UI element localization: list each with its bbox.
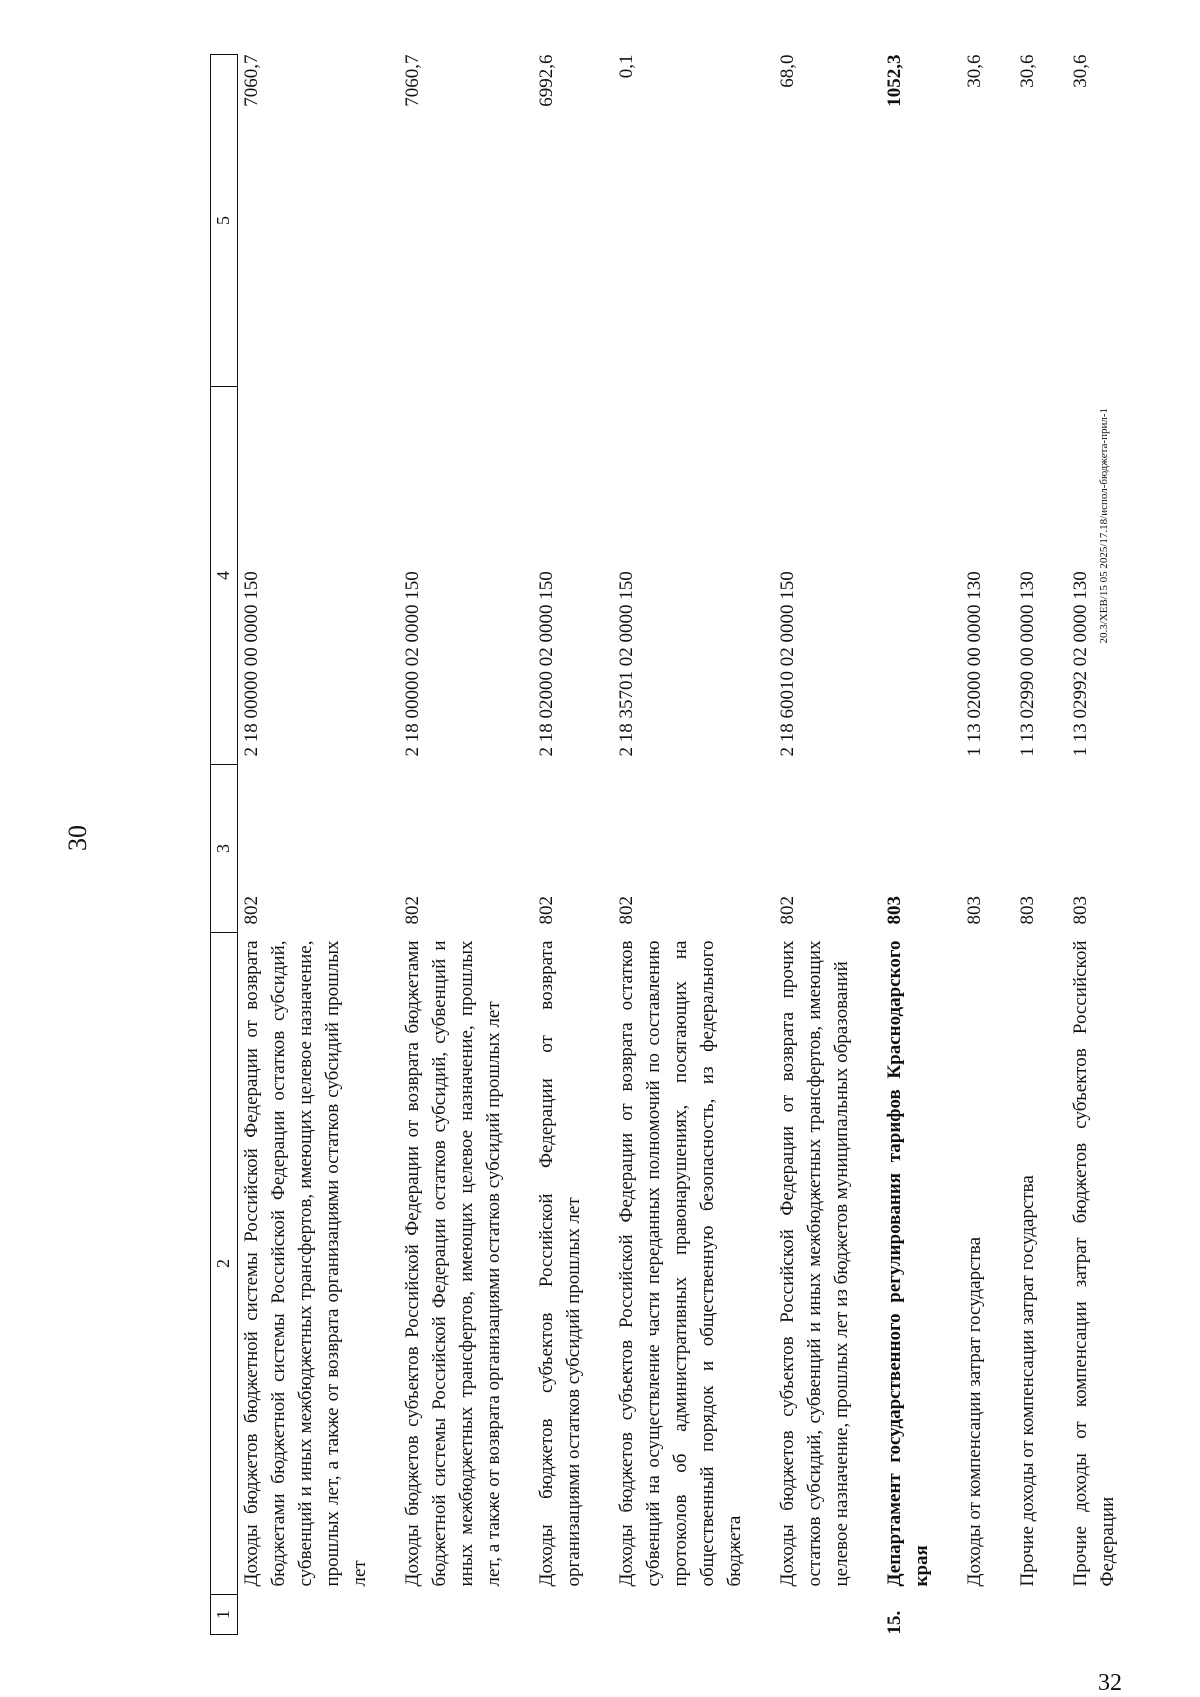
header-col-5: 5 xyxy=(211,55,238,387)
row-income-code: 2 18 02000 02 0000 150 xyxy=(536,571,557,757)
header-col-3: 3 xyxy=(211,765,238,933)
row-income-code: 1 13 02990 00 0000 130 xyxy=(1017,571,1038,757)
header-col-4: 4 xyxy=(211,387,238,765)
table-row-section xyxy=(881,55,961,1635)
row-income-code: 1 13 02000 00 0000 130 xyxy=(964,571,985,757)
row-description: Доходы от компенсации затрат государства xyxy=(964,1237,985,1587)
row-income-code: 2 18 35701 02 0000 150 xyxy=(616,571,637,757)
table-row xyxy=(1014,55,1067,1635)
row-admin-code: 803 xyxy=(1070,896,1091,925)
header-col-2: 2 xyxy=(211,933,238,1595)
row-amount: 30,6 xyxy=(1017,54,1038,88)
row-description: Доходы бюджетов бюджетной системы Российской Федерации от возврата бюджетами бюджетной системы Российской Федерации остатков субсидий, субвенций и иных межбюджетных трансфертов, имеющих целевое назначение, прошлых лет, а также от возврата организациями остатков субсидий прошлых лет xyxy=(241,940,370,1587)
row-description: Доходы бюджетов субъектов Российской Федерации от возврата бюджетами бюджетной системы Российской Федерации остатков субсидий, субвенций и иных межбюджетных трансфертов, имеющих целевое назначение, прошлых лет, а также от возврата организациями остатков субсидий прошлых лет xyxy=(402,940,504,1587)
header-col-1: 1 xyxy=(211,1595,238,1635)
row-admin-code: 802 xyxy=(536,896,557,925)
row-number xyxy=(774,1595,881,1635)
row-income-code: 2 18 00000 02 0000 150 xyxy=(402,571,423,757)
row-admin-code: 803 xyxy=(964,896,985,925)
row-admin-code: 802 xyxy=(777,896,798,925)
row-income-code: 2 18 60010 02 0000 150 xyxy=(777,571,798,757)
row-amount: 30,6 xyxy=(1070,54,1091,88)
row-admin-code: 803 xyxy=(1017,896,1038,925)
row-description: Прочие доходы от компенсации затрат государства xyxy=(1017,1175,1038,1587)
row-income-code xyxy=(881,387,961,765)
row-admin-code: 802 xyxy=(241,896,262,925)
row-number xyxy=(1014,1595,1067,1635)
row-description: Доходы бюджетов субъектов Российской Федерации от возврата остатков субвенций на осуществление части переданных полномочий по составлению протоколов об административных правонарушениях, посягающих на общественный порядок и общественную безопасность, из федерального бюджета xyxy=(616,940,745,1587)
document-footer-code: 20.3/XEB/15 05 2025/17.18/испол-бюджета-прил-1 xyxy=(1098,408,1110,644)
row-number xyxy=(238,1595,400,1635)
row-description: Прочие доходы от компенсации затрат бюджетов субъектов Российской Федерации xyxy=(1070,940,1118,1587)
row-amount: 6992,6 xyxy=(536,54,557,107)
row-number xyxy=(613,1595,774,1635)
row-amount: 0,1 xyxy=(616,54,637,79)
row-admin-code: 802 xyxy=(616,896,637,925)
row-description: Доходы бюджетов субъектов Российской Федерации от возврата прочих остатков субсидий, субвенций и иных межбюджетных трансфертов, имеющих целевое назначение, прошлых лет из бюджетов муниципальных образований xyxy=(777,940,852,1587)
sheet-number: 32 xyxy=(1098,1670,1122,1696)
page-number: 30 xyxy=(63,825,92,851)
table-row xyxy=(238,55,400,1635)
row-amount: 7060,7 xyxy=(241,54,262,107)
table-row xyxy=(613,55,774,1635)
table-row xyxy=(961,55,1014,1635)
section-amount: 1052,3 xyxy=(884,54,905,107)
section-title: Департамент государственного регулирования тарифов Краснодарского края xyxy=(884,940,932,1587)
table-row xyxy=(533,55,613,1635)
row-number xyxy=(1067,1595,1147,1635)
section-number: 15. xyxy=(884,1610,905,1635)
row-number xyxy=(961,1595,1014,1635)
row-admin-code: 802 xyxy=(402,896,423,925)
table-row xyxy=(774,55,881,1635)
row-amount: 68,0 xyxy=(777,54,798,88)
budget-table xyxy=(210,54,1147,1635)
row-description: Доходы бюджетов субъектов Российской Федерации от возврата организациями остатков субсидий прошлых лет xyxy=(536,940,584,1587)
row-number xyxy=(399,1595,533,1635)
row-number xyxy=(533,1595,613,1635)
table-header-row xyxy=(211,55,238,1635)
row-income-code: 1 13 02992 02 0000 130 xyxy=(1070,571,1091,757)
row-admin-code: 803 xyxy=(884,896,905,925)
row-amount: 30,6 xyxy=(964,54,985,88)
row-amount: 7060,7 xyxy=(402,54,423,107)
table-row xyxy=(399,55,533,1635)
row-income-code: 2 18 00000 00 0000 150 xyxy=(241,571,262,757)
